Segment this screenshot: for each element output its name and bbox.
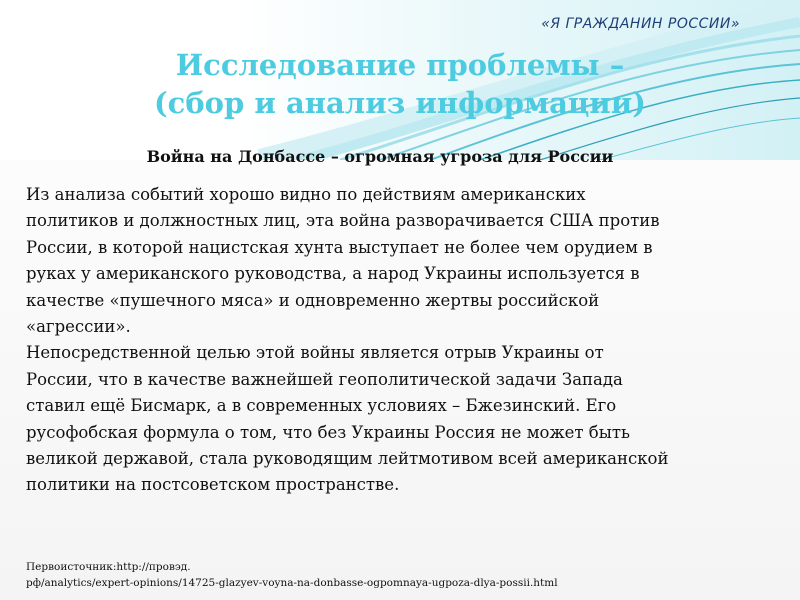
subheading: Война на Донбассе – огромная угроза для России xyxy=(146,147,614,166)
body-text xyxy=(26,182,778,499)
source-line-1: Первоисточник:http://провэд. xyxy=(26,561,191,573)
source-citation xyxy=(26,559,786,591)
slide-title-line2: (сбор и анализ информации) xyxy=(153,86,647,120)
paragraph-1: Из анализа событий хорошо видно по действиям американских политиков и должностных лиц, эта война разворачивается США против России, в которой нацистская хунта выступает не более чем орудием в руках у американского руководства, а народ Украины используется в качестве «пушечного мяса» и одновременно жертвы российской «агрессии». xyxy=(26,185,660,337)
slide-title xyxy=(100,46,700,122)
paragraph-2: Непосредственной целью этой войны является отрыв Украины от России, что в качестве важнейшей геополитической задачи Запада ставил ещё Бисмарк, а в современных условиях – Бжезинский. Его русофобская формула о том, что без Украины Россия не может быть великой державой, стала руководящим лейтмотивом всей американской политики на постсоветском пространстве. xyxy=(26,343,669,495)
slide-title-line1: Исследование проблемы – xyxy=(175,48,625,82)
source-line-2: рф/analytics/expert-opinions/14725-glazyev-voyna-na-donbasse-ogpomnaya-ugpoza-dlya-possii.html xyxy=(26,577,558,589)
series-title: «Я ГРАЖДАНИН РОССИИ» xyxy=(541,16,740,32)
